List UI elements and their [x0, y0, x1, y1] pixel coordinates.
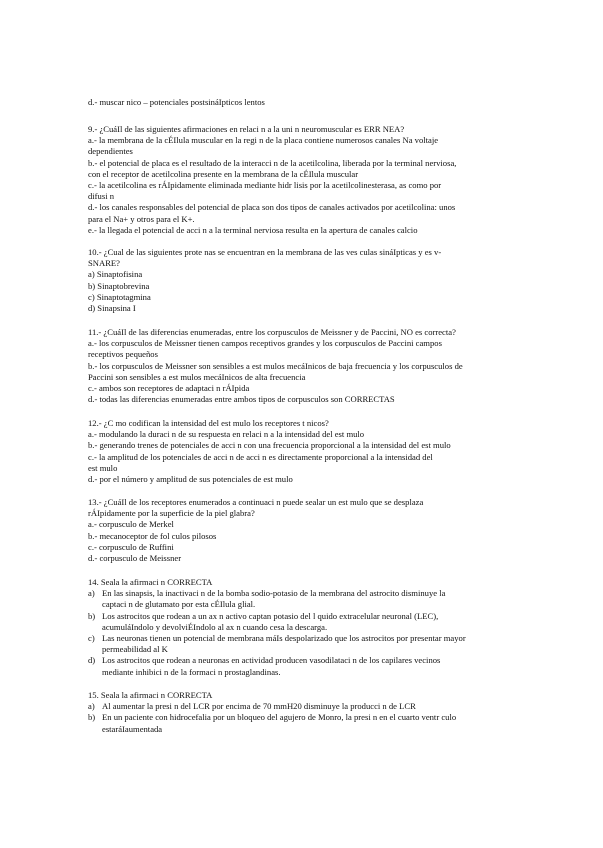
option-item	[88, 701, 520, 712]
option-line: a.- la membrana de la cÉIlula muscular en la regi n de la placa contiene numerosos canales Na voltaje	[88, 135, 439, 146]
question-text: SNARE?	[88, 258, 120, 269]
option-line: c.- la acetilcolina es rÁIpidamente eliminada mediante hidr lisis por la acetilcolinesterasa, as como por	[88, 180, 442, 191]
option-line: d.- todas las diferencias enumeradas entre ambos tipos de corpusculos son CORRECTAS	[88, 394, 395, 405]
question-13	[88, 497, 520, 564]
option-line: b) Sinaptobrevina	[88, 280, 150, 291]
option-line: c.- ambos son receptores de adaptaci n rÁIpida	[88, 383, 250, 394]
option-item	[88, 655, 520, 677]
question-15	[88, 690, 520, 735]
option-line: mediante inhibici n de la formaci n prostaglandinas.	[102, 666, 281, 677]
previous-question-tail	[88, 97, 520, 108]
option-line: Al aumentar la presi n del LCR por encima de 70 mmH20 disminuye la producci n de LCR	[102, 701, 416, 712]
option-line: c.- la amplitud de los potenciales de acci n de acci n es directamente proporcional a la intensidad del	[88, 451, 433, 462]
question-text: 10.- ¿Cual de las siguientes prote nas se encuentran en la membrana de las ves culas sináIpticas y es v-	[88, 247, 442, 257]
question-9	[88, 124, 520, 236]
text-line: d.- muscar nico – potenciales postsináIpticos lentos	[88, 97, 265, 107]
option-line: est mulo	[88, 462, 118, 473]
option-label: d)	[88, 655, 96, 666]
question-text: 12.- ¿C mo codifican la intensidad del est mulo los receptores t nicos?	[88, 418, 329, 428]
option-line: d) Sinapsina I	[88, 303, 136, 314]
option-line: captaci n de glutamato por esta cÉIlula glial.	[102, 599, 256, 610]
option-line: c.- corpusculo de Ruffini	[88, 541, 174, 552]
option-line: En las sinapsis, la inactivaci n de la bomba sodio-potasio de la membrana del astrocito disminuye la	[102, 588, 446, 599]
option-line: difusi n	[88, 191, 115, 202]
question-12	[88, 418, 520, 485]
option-line: Los astrocitos que rodean a un ax n activo captan potasio del l quido extracelular neuronal (LEC),	[102, 610, 439, 621]
option-line: a) Sinaptofisina	[88, 269, 143, 280]
option-line: acumuláIndolo y devolviÉIndolo al ax n cuando cesa la descarga.	[102, 621, 328, 632]
option-line: d.- por el número y amplitud de sus potenciales de est mulo	[88, 474, 293, 485]
option-item	[88, 712, 520, 734]
option-line: b.- generando trenes de potenciales de acci n con una frecuencia proporcional a la intensidad del est mulo	[88, 440, 451, 451]
option-line: d.- corpusculo de Meissner	[88, 553, 182, 564]
option-line: b.- los corpusculos de Meissner son sensibles a est mulos mecáInicos de baja frecuencia y los corpusculos de	[88, 360, 463, 371]
question-11	[88, 327, 520, 405]
option-label: b)	[88, 712, 96, 723]
option-label: c)	[88, 633, 95, 644]
option-line: para el Na+ y otros para el K+.	[88, 213, 195, 224]
option-label: a)	[88, 588, 95, 599]
option-line: e.- la llegada el potencial de acci n a la terminal nerviosa resulta en la apertura de canales calcio	[88, 224, 418, 235]
option-line: c) Sinaptotagmina	[88, 291, 151, 302]
option-label: a)	[88, 701, 95, 712]
option-line: estaráIaumentada	[102, 723, 163, 734]
option-item	[88, 611, 520, 633]
question-10	[88, 247, 520, 314]
option-line: dependientes	[88, 146, 133, 157]
option-line: d.- los canales responsables del potencial de placa son dos tipos de canales activados por acetilcolina: unos	[88, 202, 456, 213]
option-label: b)	[88, 610, 96, 621]
option-line: receptivos pequeños	[88, 349, 158, 360]
option-line: permeabilidad al K	[102, 644, 168, 655]
option-line: Los astrocitos que rodean a neuronas en actividad producen vasodilataci n de los capilares vecinos	[102, 655, 441, 666]
question-text: 15. Seala la afirmaci n CORRECTA	[88, 690, 213, 700]
question-text: rÁIpidamente por la superficie de la piel glabra?	[88, 508, 255, 519]
question-text: 14. Seala la afirmaci n CORRECTA	[88, 577, 213, 587]
question-text: 9.- ¿CuáIl de las siguientes afirmaciones en relaci n a la uni n neuromuscular es ERR NEA?	[88, 124, 405, 134]
option-line: b.- el potencial de placa es el resultado de la interacci n de la acetilcolina, liberada por la terminal nerviosa,	[88, 157, 457, 168]
option-line: b.- mecanoceptor de fol culos pilosos	[88, 530, 217, 541]
question-14	[88, 577, 520, 678]
option-line: a.- los corpusculos de Meissner tienen campos receptivos grandes y los corpusculos de Paccini campos	[88, 338, 442, 349]
option-line: a.- modulando la duraci n de su respuesta en relaci n a la intensidad del est mulo	[88, 429, 365, 440]
option-line: a.- corpusculo de Merkel	[88, 519, 174, 530]
option-line: con el receptor de acetilcolina presente en la membrana de la cÉIlula muscular	[88, 168, 359, 179]
option-item	[88, 633, 520, 655]
option-line: Paccini son sensibles a est mulos mecáInicos de alta frecuencia	[88, 371, 306, 382]
option-item	[88, 588, 520, 610]
option-line: Las neuronas tienen un potencial de membrana máIs despolarizado que los astrocitos por presentar mayor	[102, 633, 466, 644]
question-text: 11.- ¿CuáIl de las diferencias enumeradas, entre los corpusculos de Meissner y de Paccini, NO es correcta?	[88, 327, 456, 337]
option-line: En un paciente con hidrocefalia por un bloqueo del agujero de Monro, la presi n en el cuarto ventr culo	[102, 712, 457, 723]
question-text: 13.- ¿CuáIl de los receptores enumerados a continuaci n puede sealar un est mulo que se desplaza	[88, 497, 424, 507]
